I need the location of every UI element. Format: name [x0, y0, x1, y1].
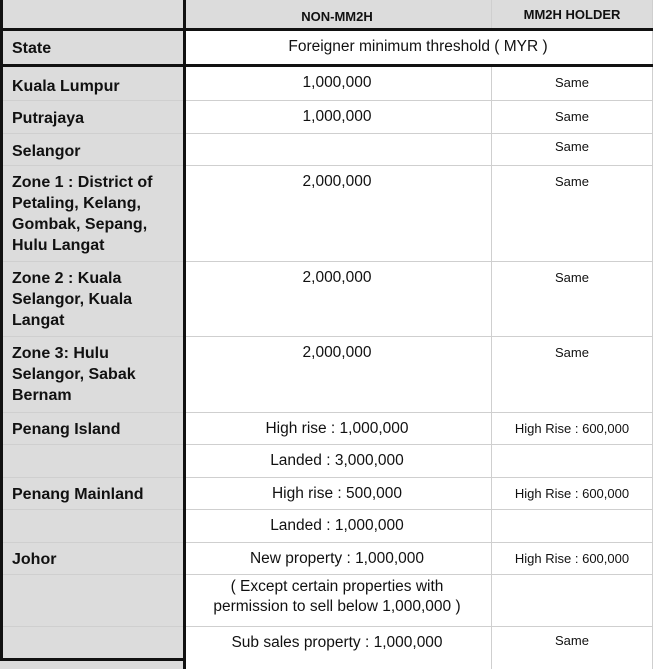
row-mm2h: High Rise : 600,000 — [491, 412, 653, 444]
row-non-mm2h: 2,000,000 — [183, 165, 491, 261]
header-divider — [0, 28, 653, 31]
row-mm2h — [491, 574, 653, 626]
grid-line — [0, 509, 653, 510]
row-mm2h: Same — [491, 133, 653, 165]
row-non-mm2h: Landed : 3,000,000 — [183, 444, 491, 477]
row-state: Zone 2 : Kuala Selangor, Kuala Langat — [0, 261, 183, 336]
row-state — [0, 444, 183, 477]
row-non-mm2h: High rise : 1,000,000 — [183, 412, 491, 444]
grid-line — [0, 477, 653, 478]
threshold-caption: Foreigner minimum threshold ( MYR ) — [183, 29, 653, 66]
grid-line — [0, 412, 653, 413]
row-non-mm2h: Landed : 1,000,000 — [183, 509, 491, 542]
row-state — [0, 574, 183, 626]
grid-line — [0, 626, 653, 627]
row-non-mm2h: 2,000,000 — [183, 261, 491, 336]
row-state: Putrajaya — [0, 100, 183, 133]
state-column-header: State — [0, 29, 183, 66]
header-non-mm2h: NON-MM2H — [183, 0, 491, 29]
row-non-mm2h — [183, 133, 491, 165]
grid-line — [491, 0, 492, 29]
row-state: Kuala Lumpur — [0, 66, 183, 100]
subheader-divider — [0, 64, 653, 67]
row-state: Zone 1 : District of Petaling, Kelang, Gombak, Sepang, Hulu Langat — [0, 165, 183, 261]
grid-line — [0, 444, 653, 445]
row-non-mm2h: 1,000,000 — [183, 66, 491, 100]
grid-line — [0, 336, 653, 337]
row-mm2h: Same — [491, 66, 653, 100]
row-non-mm2h: Sub sales property : 1,000,000 — [183, 626, 491, 660]
grid-line — [0, 261, 653, 262]
row-mm2h — [491, 509, 653, 542]
row-non-mm2h: 1,000,000 — [183, 100, 491, 133]
row-mm2h: Same — [491, 100, 653, 133]
grid-line — [0, 100, 653, 101]
grid-line — [491, 66, 492, 669]
row-state: Johor — [0, 542, 183, 574]
row-non-mm2h: High rise : 500,000 — [183, 477, 491, 509]
row-mm2h: High Rise : 600,000 — [491, 477, 653, 509]
row-state: Penang Mainland — [0, 477, 183, 509]
row-non-mm2h: ( Except certain properties with permission to sell below 1,000,000 ) — [183, 574, 491, 626]
header-blank-cell — [0, 0, 183, 29]
row-state: Zone 3: Hulu Selangor, Sabak Bernam — [0, 336, 183, 412]
row-mm2h: High Rise : 600,000 — [491, 542, 653, 574]
grid-line — [0, 574, 653, 575]
bottom-divider — [0, 658, 186, 661]
next-row-state-cell — [0, 660, 183, 669]
row-non-mm2h: 2,000,000 — [183, 336, 491, 412]
row-non-mm2h: New property : 1,000,000 — [183, 542, 491, 574]
header-mm2h-holder: MM2H HOLDER — [491, 0, 653, 29]
grid-line — [0, 165, 653, 166]
row-state — [0, 626, 183, 660]
left-border — [0, 0, 3, 661]
row-state: Selangor — [0, 133, 183, 165]
row-state: Penang Island — [0, 412, 183, 444]
grid-line — [0, 542, 653, 543]
row-mm2h: Same — [491, 261, 653, 336]
row-mm2h: Same — [491, 626, 653, 660]
row-mm2h: Same — [491, 336, 653, 412]
row-state — [0, 509, 183, 542]
column-divider — [183, 0, 186, 669]
grid-line — [0, 133, 653, 134]
row-mm2h — [491, 444, 653, 477]
row-mm2h: Same — [491, 165, 653, 261]
